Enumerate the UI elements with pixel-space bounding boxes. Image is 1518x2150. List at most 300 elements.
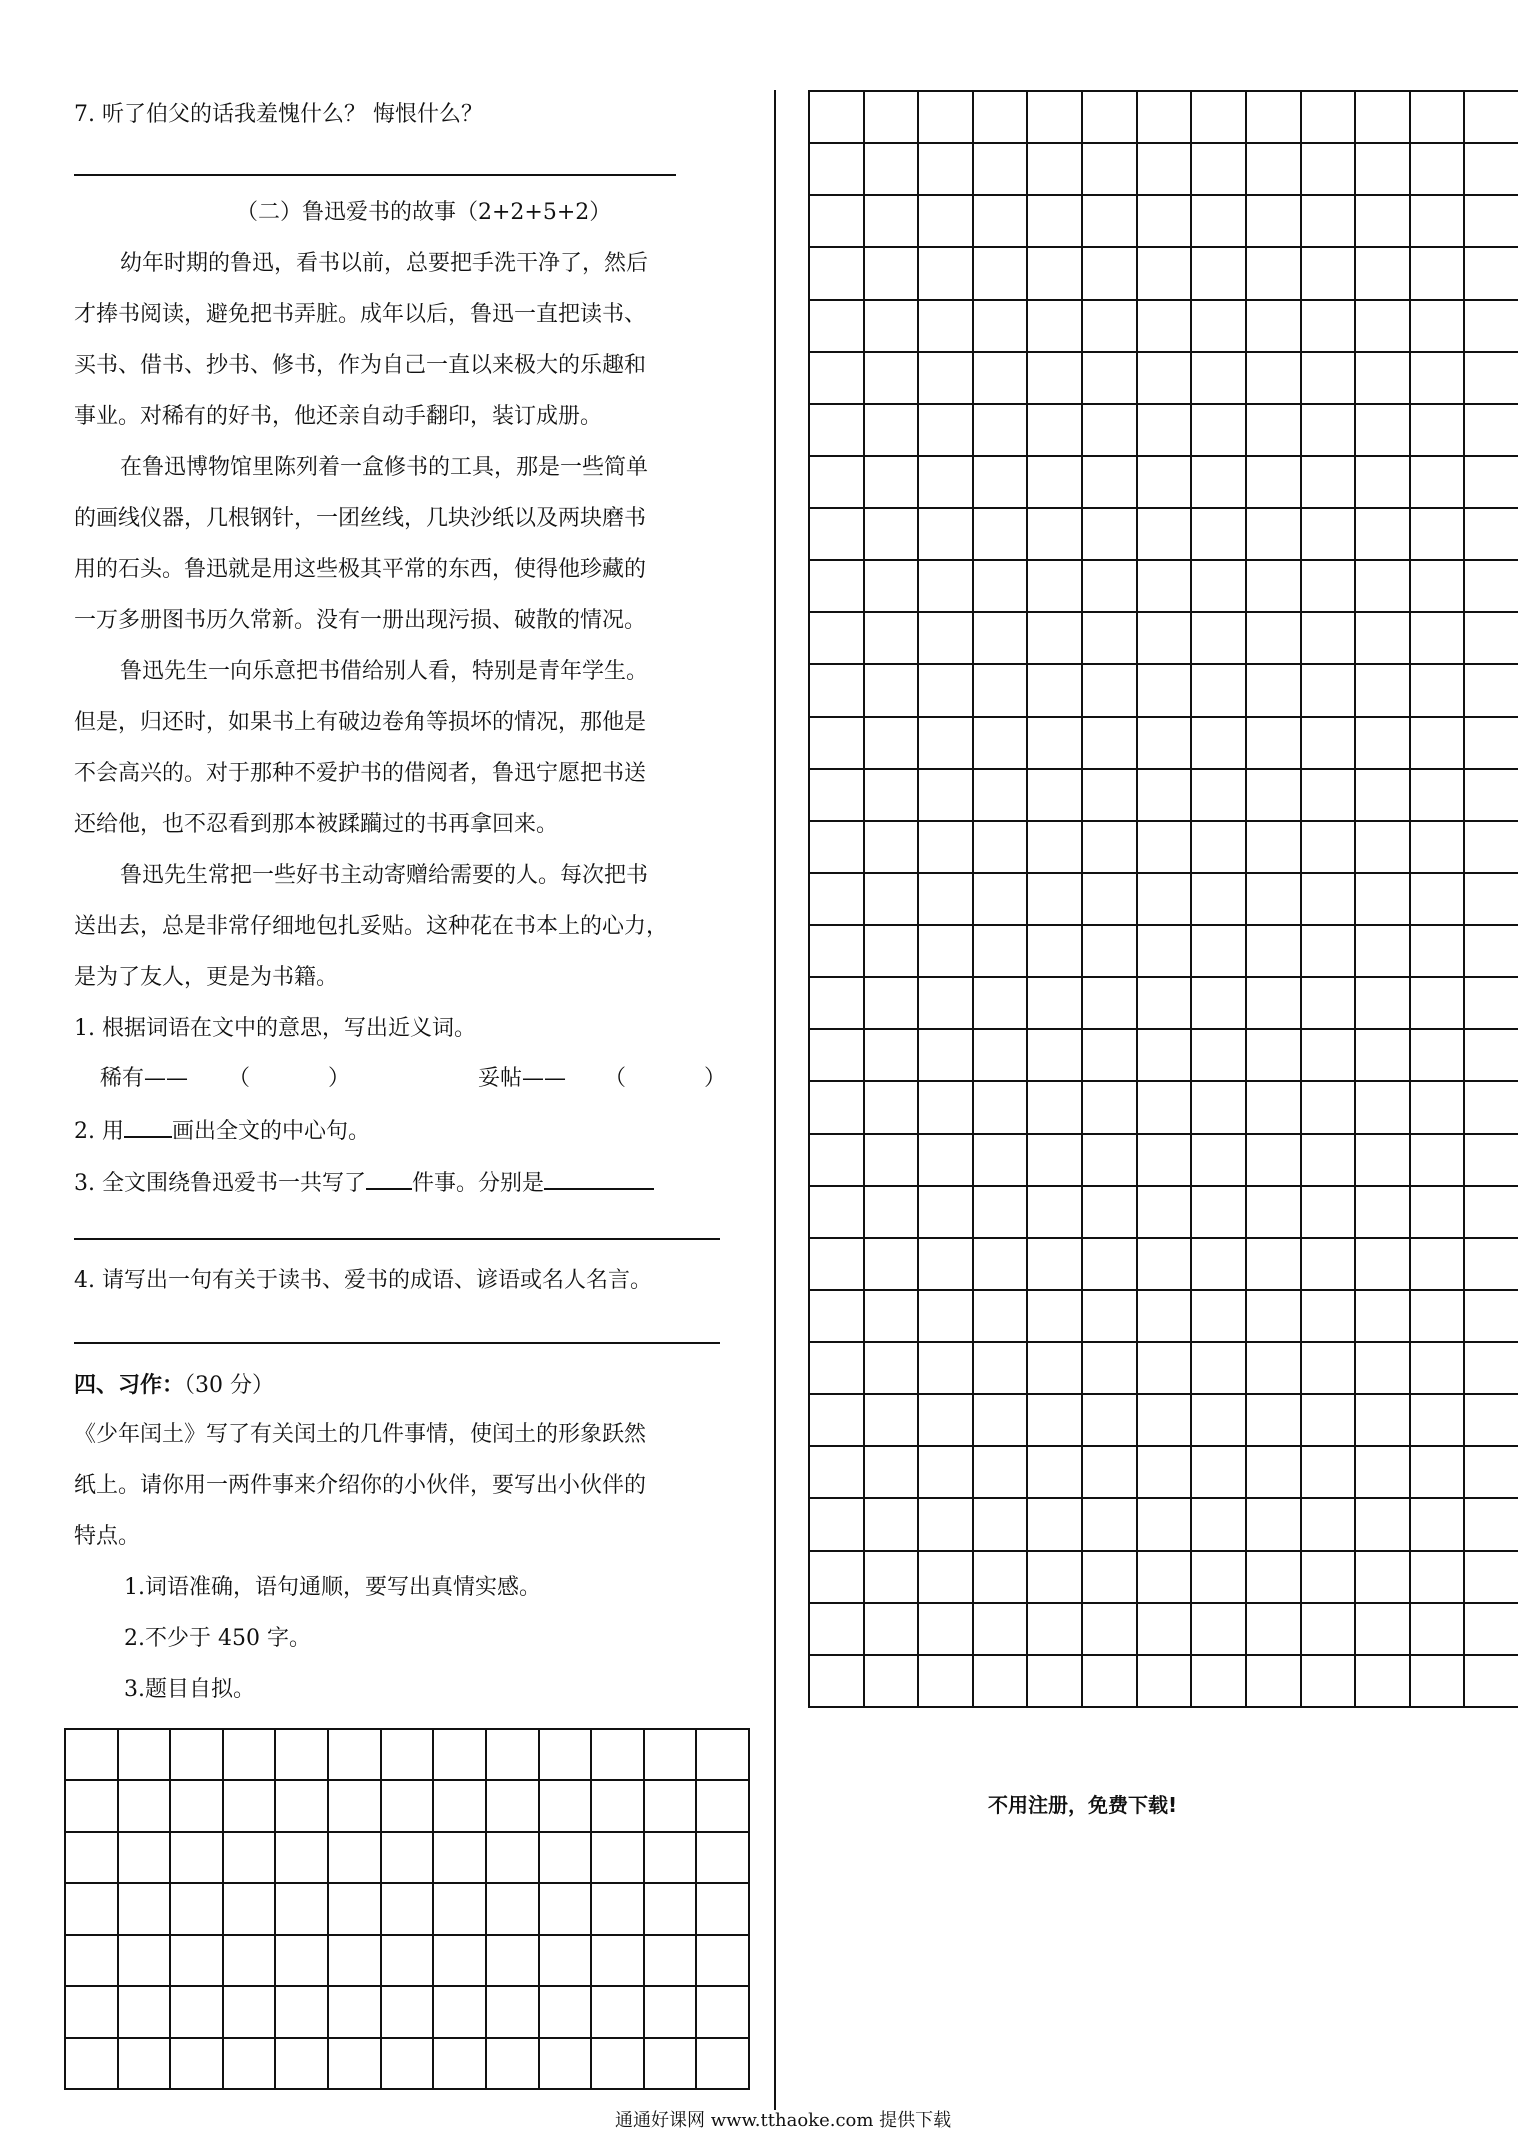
grid-cell[interactable] — [1411, 144, 1466, 196]
grid-cell[interactable] — [540, 1781, 593, 1832]
grid-cell[interactable] — [865, 92, 920, 144]
grid-cell[interactable] — [919, 1291, 974, 1343]
grid-cell[interactable] — [1247, 665, 1302, 717]
grid-cell[interactable] — [1138, 301, 1193, 353]
grid-cell[interactable] — [919, 874, 974, 926]
grid-cell[interactable] — [1138, 770, 1193, 822]
grid-cell[interactable] — [434, 1884, 487, 1935]
grid-cell[interactable] — [276, 1936, 329, 1987]
grid-cell[interactable] — [1465, 1082, 1518, 1134]
grid-cell[interactable] — [919, 613, 974, 665]
grid-cell[interactable] — [1465, 770, 1518, 822]
grid-cell[interactable] — [1028, 1187, 1083, 1239]
grid-cell[interactable] — [1465, 92, 1518, 144]
grid-cell[interactable] — [1247, 1239, 1302, 1291]
grid-cell[interactable] — [1465, 405, 1518, 457]
grid-cell[interactable] — [1465, 509, 1518, 561]
grid-cell[interactable] — [119, 1987, 172, 2038]
grid-cell[interactable] — [1083, 1135, 1138, 1187]
grid-cell[interactable] — [1028, 509, 1083, 561]
grid-cell[interactable] — [919, 1604, 974, 1656]
grid-cell[interactable] — [1247, 1447, 1302, 1499]
grid-cell[interactable] — [1192, 248, 1247, 300]
grid-cell[interactable] — [1247, 92, 1302, 144]
grid-cell[interactable] — [1411, 1135, 1466, 1187]
grid-cell[interactable] — [919, 978, 974, 1030]
grid-cell[interactable] — [1247, 1604, 1302, 1656]
grid-cell[interactable] — [1302, 822, 1357, 874]
grid-cell[interactable] — [974, 978, 1029, 1030]
grid-cell[interactable] — [919, 353, 974, 405]
grid-cell[interactable] — [1411, 248, 1466, 300]
grid-cell[interactable] — [1083, 353, 1138, 405]
grid-cell[interactable] — [1411, 1343, 1466, 1395]
grid-cell[interactable] — [865, 1343, 920, 1395]
grid-cell[interactable] — [1356, 978, 1411, 1030]
grid-cell[interactable] — [1192, 1082, 1247, 1134]
grid-cell[interactable] — [1356, 92, 1411, 144]
grid-cell[interactable] — [1411, 718, 1466, 770]
grid-cell[interactable] — [1138, 353, 1193, 405]
grid-cell[interactable] — [171, 2039, 224, 2090]
grid-cell[interactable] — [1465, 457, 1518, 509]
grid-cell[interactable] — [540, 1987, 593, 2038]
grid-cell[interactable] — [1028, 561, 1083, 613]
grid-cell[interactable] — [697, 2039, 750, 2090]
grid-cell[interactable] — [919, 248, 974, 300]
grid-cell[interactable] — [1138, 1030, 1193, 1082]
grid-cell[interactable] — [1247, 405, 1302, 457]
grid-cell[interactable] — [810, 978, 865, 1030]
grid-cell[interactable] — [1356, 822, 1411, 874]
grid-cell[interactable] — [865, 1395, 920, 1447]
grid-cell[interactable] — [810, 248, 865, 300]
grid-cell[interactable] — [1356, 1239, 1411, 1291]
grid-cell[interactable] — [171, 1781, 224, 1832]
grid-cell[interactable] — [1192, 1030, 1247, 1082]
grid-cell[interactable] — [1192, 1447, 1247, 1499]
grid-cell[interactable] — [1247, 1082, 1302, 1134]
grid-cell[interactable] — [1192, 457, 1247, 509]
grid-cell[interactable] — [865, 718, 920, 770]
grid-cell[interactable] — [1083, 613, 1138, 665]
grid-cell[interactable] — [1356, 770, 1411, 822]
grid-cell[interactable] — [1411, 1552, 1466, 1604]
grid-cell[interactable] — [974, 92, 1029, 144]
grid-cell[interactable] — [224, 1987, 277, 2038]
grid-cell[interactable] — [865, 978, 920, 1030]
grid-cell[interactable] — [1028, 874, 1083, 926]
grid-cell[interactable] — [329, 1884, 382, 1935]
grid-cell[interactable] — [592, 1936, 645, 1987]
grid-cell[interactable] — [1411, 196, 1466, 248]
grid-cell[interactable] — [1138, 1499, 1193, 1551]
grid-cell[interactable] — [1356, 926, 1411, 978]
grid-cell[interactable] — [224, 1833, 277, 1884]
grid-cell[interactable] — [810, 144, 865, 196]
grid-cell[interactable] — [1247, 1135, 1302, 1187]
grid-cell[interactable] — [1411, 1499, 1466, 1551]
grid-cell[interactable] — [865, 248, 920, 300]
grid-cell[interactable] — [434, 1833, 487, 1884]
grid-cell[interactable] — [1247, 1395, 1302, 1447]
grid-cell[interactable] — [1192, 301, 1247, 353]
grid-cell[interactable] — [1083, 1604, 1138, 1656]
grid-cell[interactable] — [1028, 248, 1083, 300]
grid-cell[interactable] — [1083, 926, 1138, 978]
grid-cell[interactable] — [1192, 1135, 1247, 1187]
grid-cell[interactable] — [1192, 978, 1247, 1030]
grid-cell[interactable] — [1083, 1187, 1138, 1239]
grid-cell[interactable] — [1302, 92, 1357, 144]
grid-cell[interactable] — [1083, 665, 1138, 717]
grid-cell[interactable] — [1138, 1552, 1193, 1604]
grid-cell[interactable] — [1465, 978, 1518, 1030]
grid-cell[interactable] — [1138, 144, 1193, 196]
grid-cell[interactable] — [276, 1730, 329, 1781]
grid-cell[interactable] — [1192, 613, 1247, 665]
grid-cell[interactable] — [810, 1604, 865, 1656]
grid-cell[interactable] — [1028, 405, 1083, 457]
grid-cell[interactable] — [224, 1781, 277, 1832]
grid-cell[interactable] — [974, 1604, 1029, 1656]
grid-cell[interactable] — [810, 926, 865, 978]
grid-cell[interactable] — [645, 1833, 698, 1884]
grid-cell[interactable] — [865, 1499, 920, 1551]
grid-cell[interactable] — [1302, 770, 1357, 822]
grid-cell[interactable] — [329, 1730, 382, 1781]
grid-cell[interactable] — [66, 1936, 119, 1987]
grid-cell[interactable] — [66, 1833, 119, 1884]
grid-cell[interactable] — [697, 1884, 750, 1935]
grid-cell[interactable] — [1465, 144, 1518, 196]
grid-cell[interactable] — [1192, 770, 1247, 822]
grid-cell[interactable] — [1411, 509, 1466, 561]
grid-cell[interactable] — [1247, 457, 1302, 509]
grid-cell[interactable] — [919, 822, 974, 874]
grid-cell[interactable] — [434, 1730, 487, 1781]
grid-cell[interactable] — [1192, 718, 1247, 770]
grid-cell[interactable] — [919, 926, 974, 978]
grid-cell[interactable] — [119, 1730, 172, 1781]
grid-cell[interactable] — [810, 353, 865, 405]
grid-cell[interactable] — [1465, 665, 1518, 717]
grid-cell[interactable] — [1356, 457, 1411, 509]
grid-cell[interactable] — [697, 1781, 750, 1832]
grid-cell[interactable] — [1138, 1395, 1193, 1447]
grid-cell[interactable] — [1083, 1552, 1138, 1604]
grid-cell[interactable] — [919, 301, 974, 353]
grid-cell[interactable] — [974, 196, 1029, 248]
grid-cell[interactable] — [1302, 613, 1357, 665]
grid-cell[interactable] — [1192, 1395, 1247, 1447]
grid-cell[interactable] — [645, 1936, 698, 1987]
grid-cell[interactable] — [974, 1135, 1029, 1187]
grid-cell[interactable] — [1411, 301, 1466, 353]
grid-cell[interactable] — [1028, 92, 1083, 144]
grid-cell[interactable] — [1247, 770, 1302, 822]
grid-cell[interactable] — [434, 2039, 487, 2090]
grid-cell[interactable] — [1465, 1447, 1518, 1499]
grid-cell[interactable] — [1192, 1499, 1247, 1551]
grid-cell[interactable] — [974, 1291, 1029, 1343]
grid-cell[interactable] — [974, 770, 1029, 822]
grid-cell[interactable] — [1192, 509, 1247, 561]
grid-cell[interactable] — [919, 665, 974, 717]
grid-cell[interactable] — [1192, 561, 1247, 613]
grid-cell[interactable] — [224, 1730, 277, 1781]
grid-cell[interactable] — [1028, 1291, 1083, 1343]
grid-cell[interactable] — [1356, 718, 1411, 770]
grid-cell[interactable] — [1247, 1343, 1302, 1395]
grid-cell[interactable] — [1083, 92, 1138, 144]
grid-cell[interactable] — [1465, 1604, 1518, 1656]
grid-cell[interactable] — [1302, 1656, 1357, 1708]
grid-cell[interactable] — [1028, 353, 1083, 405]
grid-cell[interactable] — [1356, 509, 1411, 561]
grid-cell[interactable] — [974, 1395, 1029, 1447]
grid-cell[interactable] — [171, 1730, 224, 1781]
grid-cell[interactable] — [919, 457, 974, 509]
grid-cell[interactable] — [645, 1884, 698, 1935]
grid-cell[interactable] — [1028, 1343, 1083, 1395]
grid-cell[interactable] — [1465, 1030, 1518, 1082]
grid-cell[interactable] — [1356, 301, 1411, 353]
grid-cell[interactable] — [1302, 665, 1357, 717]
grid-cell[interactable] — [1192, 665, 1247, 717]
grid-cell[interactable] — [1356, 1656, 1411, 1708]
grid-cell[interactable] — [1028, 978, 1083, 1030]
grid-cell[interactable] — [1192, 144, 1247, 196]
grid-cell[interactable] — [865, 353, 920, 405]
grid-cell[interactable] — [540, 1833, 593, 1884]
grid-cell[interactable] — [1411, 770, 1466, 822]
grid-cell[interactable] — [1028, 1395, 1083, 1447]
grid-cell[interactable] — [974, 301, 1029, 353]
grid-cell[interactable] — [382, 1987, 435, 2038]
grid-cell[interactable] — [865, 561, 920, 613]
grid-cell[interactable] — [1356, 405, 1411, 457]
grid-cell[interactable] — [1138, 196, 1193, 248]
grid-cell[interactable] — [382, 1730, 435, 1781]
grid-cell[interactable] — [974, 1552, 1029, 1604]
grid-cell[interactable] — [919, 1447, 974, 1499]
grid-cell[interactable] — [1028, 1239, 1083, 1291]
grid-cell[interactable] — [810, 1291, 865, 1343]
grid-cell[interactable] — [865, 1030, 920, 1082]
grid-cell[interactable] — [1465, 613, 1518, 665]
grid-cell[interactable] — [1465, 1135, 1518, 1187]
grid-cell[interactable] — [1411, 1291, 1466, 1343]
grid-cell[interactable] — [487, 1833, 540, 1884]
grid-cell[interactable] — [1083, 1447, 1138, 1499]
grid-cell[interactable] — [329, 1781, 382, 1832]
grid-cell[interactable] — [1465, 1552, 1518, 1604]
grid-cell[interactable] — [1138, 1082, 1193, 1134]
grid-cell[interactable] — [1083, 144, 1138, 196]
grid-cell[interactable] — [1302, 1604, 1357, 1656]
grid-cell[interactable] — [919, 92, 974, 144]
grid-cell[interactable] — [1192, 926, 1247, 978]
grid-cell[interactable] — [1138, 1135, 1193, 1187]
grid-cell[interactable] — [1411, 353, 1466, 405]
grid-cell[interactable] — [1465, 1291, 1518, 1343]
grid-cell[interactable] — [1138, 1656, 1193, 1708]
grid-cell[interactable] — [1138, 1291, 1193, 1343]
grid-cell[interactable] — [810, 301, 865, 353]
grid-cell[interactable] — [645, 2039, 698, 2090]
grid-cell[interactable] — [810, 92, 865, 144]
grid-cell[interactable] — [810, 1447, 865, 1499]
grid-cell[interactable] — [276, 1833, 329, 1884]
grid-cell[interactable] — [1028, 1082, 1083, 1134]
grid-cell[interactable] — [1302, 1343, 1357, 1395]
grid-cell[interactable] — [1465, 1187, 1518, 1239]
grid-cell[interactable] — [540, 1730, 593, 1781]
grid-cell[interactable] — [1192, 1291, 1247, 1343]
grid-cell[interactable] — [1302, 926, 1357, 978]
grid-cell[interactable] — [1138, 248, 1193, 300]
grid-cell[interactable] — [1356, 196, 1411, 248]
grid-cell[interactable] — [1302, 1499, 1357, 1551]
grid-cell[interactable] — [810, 822, 865, 874]
grid-cell[interactable] — [865, 144, 920, 196]
grid-cell[interactable] — [865, 1135, 920, 1187]
grid-cell[interactable] — [919, 718, 974, 770]
grid-cell[interactable] — [1247, 926, 1302, 978]
grid-cell[interactable] — [1028, 1604, 1083, 1656]
grid-cell[interactable] — [974, 1656, 1029, 1708]
grid-cell[interactable] — [919, 196, 974, 248]
grid-cell[interactable] — [1247, 1656, 1302, 1708]
grid-cell[interactable] — [1302, 301, 1357, 353]
grid-cell[interactable] — [1302, 248, 1357, 300]
grid-cell[interactable] — [1083, 874, 1138, 926]
grid-cell[interactable] — [974, 1239, 1029, 1291]
grid-cell[interactable] — [1028, 718, 1083, 770]
grid-cell[interactable] — [329, 1936, 382, 1987]
grid-cell[interactable] — [1356, 353, 1411, 405]
grid-cell[interactable] — [1302, 561, 1357, 613]
grid-cell[interactable] — [865, 926, 920, 978]
grid-cell[interactable] — [810, 1343, 865, 1395]
grid-cell[interactable] — [1302, 1239, 1357, 1291]
grid-cell[interactable] — [865, 1604, 920, 1656]
grid-cell[interactable] — [1465, 874, 1518, 926]
grid-cell[interactable] — [1247, 301, 1302, 353]
grid-cell[interactable] — [697, 1987, 750, 2038]
grid-cell[interactable] — [974, 144, 1029, 196]
grid-cell[interactable] — [974, 1447, 1029, 1499]
grid-cell[interactable] — [1411, 92, 1466, 144]
grid-cell[interactable] — [1411, 1030, 1466, 1082]
grid-cell[interactable] — [1138, 92, 1193, 144]
grid-cell[interactable] — [1411, 1082, 1466, 1134]
grid-cell[interactable] — [1356, 874, 1411, 926]
grid-cell[interactable] — [1028, 770, 1083, 822]
grid-cell[interactable] — [1465, 926, 1518, 978]
grid-cell[interactable] — [865, 665, 920, 717]
grid-cell[interactable] — [434, 1987, 487, 2038]
grid-cell[interactable] — [1356, 613, 1411, 665]
grid-cell[interactable] — [276, 1781, 329, 1832]
grid-cell[interactable] — [1083, 1395, 1138, 1447]
grid-cell[interactable] — [1192, 1552, 1247, 1604]
grid-cell[interactable] — [66, 2039, 119, 2090]
grid-cell[interactable] — [1247, 718, 1302, 770]
grid-cell[interactable] — [1192, 353, 1247, 405]
grid-cell[interactable] — [1302, 1082, 1357, 1134]
grid-cell[interactable] — [1247, 1291, 1302, 1343]
grid-cell[interactable] — [865, 1447, 920, 1499]
grid-cell[interactable] — [1138, 926, 1193, 978]
grid-cell[interactable] — [865, 770, 920, 822]
grid-cell[interactable] — [810, 1552, 865, 1604]
grid-cell[interactable] — [810, 1499, 865, 1551]
grid-cell[interactable] — [382, 1833, 435, 1884]
grid-cell[interactable] — [974, 1187, 1029, 1239]
grid-cell[interactable] — [810, 613, 865, 665]
grid-cell[interactable] — [1083, 457, 1138, 509]
grid-cell[interactable] — [1192, 1187, 1247, 1239]
grid-cell[interactable] — [224, 1936, 277, 1987]
grid-cell[interactable] — [1356, 1395, 1411, 1447]
grid-cell[interactable] — [974, 1343, 1029, 1395]
grid-cell[interactable] — [119, 1781, 172, 1832]
grid-cell[interactable] — [1411, 1604, 1466, 1656]
grid-cell[interactable] — [1302, 144, 1357, 196]
grid-cell[interactable] — [865, 457, 920, 509]
grid-cell[interactable] — [329, 1833, 382, 1884]
grid-cell[interactable] — [1302, 1030, 1357, 1082]
grid-cell[interactable] — [171, 1936, 224, 1987]
grid-cell[interactable] — [919, 561, 974, 613]
grid-cell[interactable] — [865, 301, 920, 353]
grid-cell[interactable] — [974, 1499, 1029, 1551]
grid-cell[interactable] — [329, 2039, 382, 2090]
grid-cell[interactable] — [1192, 874, 1247, 926]
grid-cell[interactable] — [382, 1936, 435, 1987]
grid-cell[interactable] — [697, 1833, 750, 1884]
grid-cell[interactable] — [540, 1884, 593, 1935]
grid-cell[interactable] — [1138, 1604, 1193, 1656]
grid-cell[interactable] — [1465, 1395, 1518, 1447]
grid-cell[interactable] — [1138, 665, 1193, 717]
grid-cell[interactable] — [1028, 665, 1083, 717]
grid-cell[interactable] — [974, 822, 1029, 874]
grid-cell[interactable] — [1138, 509, 1193, 561]
grid-cell[interactable] — [1465, 1499, 1518, 1551]
grid-cell[interactable] — [1411, 665, 1466, 717]
grid-cell[interactable] — [1138, 1447, 1193, 1499]
grid-cell[interactable] — [1247, 822, 1302, 874]
grid-cell[interactable] — [1356, 1343, 1411, 1395]
grid-cell[interactable] — [1247, 1030, 1302, 1082]
grid-cell[interactable] — [810, 509, 865, 561]
grid-cell[interactable] — [810, 1239, 865, 1291]
grid-cell[interactable] — [1028, 196, 1083, 248]
grid-cell[interactable] — [1411, 926, 1466, 978]
grid-cell[interactable] — [1138, 405, 1193, 457]
grid-cell[interactable] — [276, 1884, 329, 1935]
grid-cell[interactable] — [865, 196, 920, 248]
grid-cell[interactable] — [1356, 561, 1411, 613]
grid-cell[interactable] — [1411, 561, 1466, 613]
grid-cell[interactable] — [865, 613, 920, 665]
grid-cell[interactable] — [1138, 718, 1193, 770]
grid-cell[interactable] — [865, 405, 920, 457]
grid-cell[interactable] — [171, 1833, 224, 1884]
